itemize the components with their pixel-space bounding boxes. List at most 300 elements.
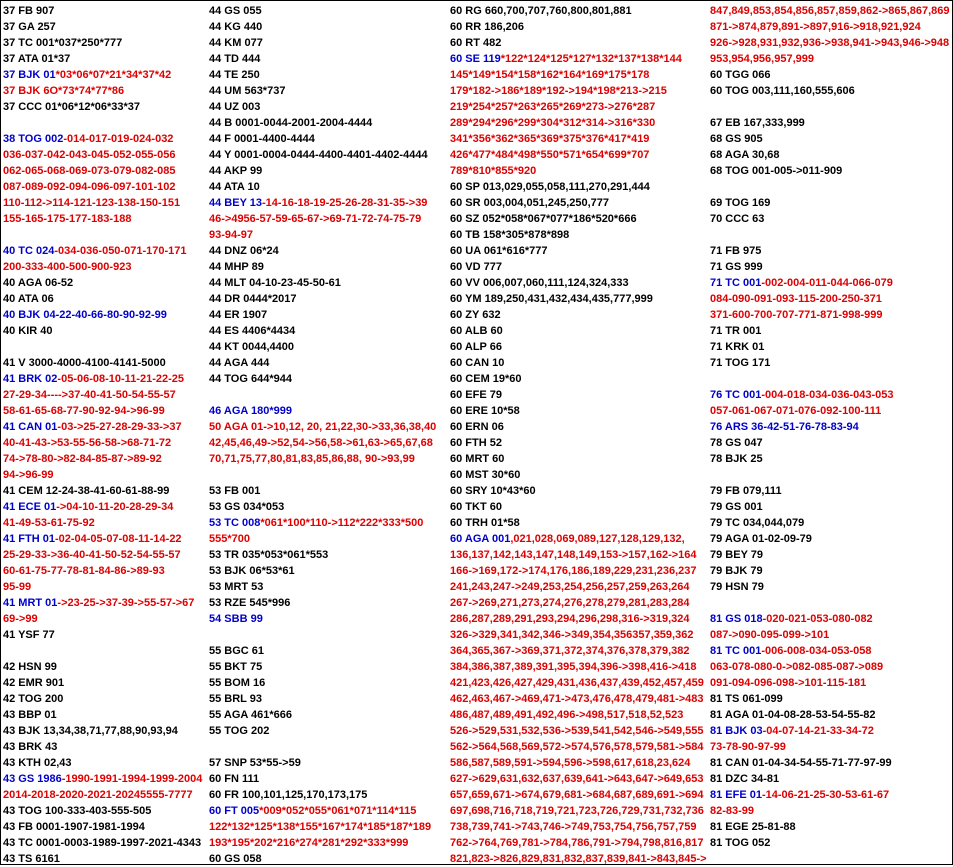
- plate-numbers: 179*182->186*189*192->194*198*213->215: [450, 85, 667, 97]
- plate-line: [710, 835, 950, 851]
- plate-line: [710, 483, 950, 499]
- plate-line: [710, 35, 950, 51]
- plate-prefix: 38 TOG 002: [3, 133, 64, 145]
- plate-line: [710, 515, 950, 531]
- plate-line: [710, 723, 950, 739]
- plate-numbers: 25-29-33->36-40-41-50-52-54-55-57: [3, 549, 181, 561]
- plate-numbers: 200-333-400-500-900-923: [3, 261, 132, 273]
- plate-numbers: 55 BGC 61: [209, 645, 265, 657]
- plate-line: [209, 35, 445, 51]
- plate-numbers: 44 TD 444: [209, 53, 261, 65]
- plate-numbers: -004-018-034-036-043-053: [761, 389, 894, 401]
- plate-numbers: 60 VD 777: [450, 261, 502, 273]
- plate-line: [3, 403, 203, 419]
- plate-numbers: 27-29-34---->37-40-41-50-54-55-57: [3, 389, 176, 401]
- plate-line: [710, 771, 950, 787]
- plate-line: [209, 163, 445, 179]
- plate-line: [3, 387, 203, 403]
- plate-numbers: 60 TKT 60: [450, 501, 502, 513]
- plate-line: [3, 19, 203, 35]
- plate-prefix: 76 TC 001: [710, 389, 762, 401]
- plate-prefix: 60 FT 005: [209, 805, 260, 817]
- plate-numbers: 94->96-99: [3, 469, 54, 481]
- plate-numbers: 586,587,589,591->594,596->598,617,618,23,624: [450, 757, 691, 769]
- plate-line: [450, 691, 706, 707]
- plate-numbers: 326->329,341,342,346->349,354,356357,359,362: [450, 629, 694, 641]
- plate-numbers: 53 RZE 545*996: [209, 597, 291, 609]
- plate-numbers: 43 FB 0001-1907-1981-1994: [3, 821, 145, 833]
- blank-line: [3, 643, 203, 659]
- plate-numbers: 057-061-067-071-076-092-100-111: [710, 405, 882, 417]
- blank-line: [710, 595, 950, 611]
- plate-numbers: 43 BRK 43: [3, 741, 58, 753]
- plate-line: [710, 211, 950, 227]
- blank-line: [710, 179, 950, 195]
- plate-line: [209, 147, 445, 163]
- plate-numbers: 063-078-080-0->082-085-087->089: [710, 661, 884, 673]
- plate-line: [3, 243, 203, 259]
- plate-line: [710, 355, 950, 371]
- plate-prefix: 60 SE 119: [450, 53, 501, 65]
- plate-numbers: 60 CAN 10: [450, 357, 505, 369]
- plate-numbers: 79 FB 079,111: [710, 485, 782, 497]
- plate-numbers: 46->4956-57-59-65-67->69-71-72-74-75-79: [209, 213, 422, 225]
- plate-numbers: 53 BJK 06*53*61: [209, 565, 295, 577]
- plate-line: [710, 3, 950, 19]
- plate-numbers: 44 AGA 444: [209, 357, 270, 369]
- plate-line: [209, 451, 445, 467]
- plate-numbers: 42,45,46,49->52,54->56,58->61,63->65,67,68: [209, 437, 433, 449]
- plate-line: [209, 19, 445, 35]
- plate-line: [450, 787, 706, 803]
- blank-line: [209, 387, 445, 403]
- plate-numbers: 60 TOG 003,111,160,555,606: [710, 85, 855, 97]
- plate-numbers: 44 KT 0044,4400: [209, 341, 295, 353]
- plate-line: [450, 291, 706, 307]
- plate-numbers: 036-037-042-043-045-052-055-056: [3, 149, 176, 161]
- plate-numbers: *122*124*125*127*132*137*138*144: [500, 53, 682, 65]
- plate-line: [209, 611, 445, 627]
- plate-line: [710, 291, 950, 307]
- plate-line: [710, 563, 950, 579]
- plate-numbers: 81 TOG 052: [710, 837, 771, 849]
- plate-line: [450, 19, 706, 35]
- plate-line: [3, 835, 203, 851]
- plate-numbers: 44 TE 250: [209, 69, 260, 81]
- plate-numbers: 341*356*362*365*369*375*376*417*419: [450, 133, 650, 145]
- plate-line: [3, 83, 203, 99]
- plate-numbers: -1990-1991-1994-1999-2004: [61, 773, 203, 785]
- plate-numbers: 40-41-43->53-55-56-58->68-71-72: [3, 437, 172, 449]
- plate-numbers: 44 MLT 04-10-23-45-50-61: [209, 277, 341, 289]
- plate-line: [450, 131, 706, 147]
- plate-prefix: 81 TC 001: [710, 645, 762, 657]
- plate-numbers: 738,739,741->743,746->749,753,754,756,757,759: [450, 821, 697, 833]
- plate-numbers: 53 GS 034*053: [209, 501, 285, 513]
- plate-line: [450, 643, 706, 659]
- plate-prefix: 60 AGA 001: [450, 533, 511, 545]
- plate-numbers: 847,849,853,854,856,857,859,862->865,867,869: [710, 5, 950, 17]
- plate-numbers: 81 EGE 25-81-88: [710, 821, 796, 833]
- plate-numbers: 55 BRL 93: [209, 693, 262, 705]
- plate-numbers: 44 ES 4406*4434: [209, 325, 296, 337]
- plate-numbers: 81 DZC 34-81: [710, 773, 780, 785]
- plate-numbers: 60 GS 058: [209, 853, 262, 865]
- plate-numbers: 71 GS 999: [710, 261, 763, 273]
- plate-line: [710, 51, 950, 67]
- plate-numbers: 41-49-53-61-75-92: [3, 517, 95, 529]
- plate-numbers: 71 KRK 01: [710, 341, 765, 353]
- plate-line: [450, 35, 706, 51]
- plate-numbers: 37 BJK 6O*73*74*77*86: [3, 85, 125, 97]
- plate-prefix: 37 BJK 01: [3, 69, 56, 81]
- plate-line: [209, 835, 445, 851]
- plate-line: [209, 691, 445, 707]
- plate-numbers: 67 EB 167,333,999: [710, 117, 805, 129]
- plate-numbers: 44 DR 0444*2017: [209, 293, 297, 305]
- plate-numbers: 267->269,271,273,274,276,278,279,281,283,284: [450, 597, 690, 609]
- plate-line: [209, 755, 445, 771]
- plate-numbers: 44 F 0001-4400-4444: [209, 133, 315, 145]
- plate-numbers: 50 AGA 01->10,12, 20, 21,22,30->33,36,38,40: [209, 421, 437, 433]
- plate-numbers: 41 YSF 77: [3, 629, 55, 641]
- plate-prefix: 43 GS 1986: [3, 773, 62, 785]
- plate-prefix: 41 FTH 01: [3, 533, 55, 545]
- plate-numbers: 60 TGG 066: [710, 69, 771, 81]
- plate-numbers: 81 CAN 01-04-34-54-55-71-77-97-99: [710, 757, 892, 769]
- plate-line: [710, 787, 950, 803]
- plate-numbers: 53 MRT 53: [209, 581, 264, 593]
- plate-numbers: 44 DNZ 06*24: [209, 245, 279, 257]
- plate-line: [3, 195, 203, 211]
- plate-line: [3, 547, 203, 563]
- plate-numbers: 60 FN 111: [209, 773, 260, 785]
- plate-numbers: 44 AKP 99: [209, 165, 263, 177]
- plate-line: [710, 435, 950, 451]
- plate-line: [710, 387, 950, 403]
- plate-line: [710, 163, 950, 179]
- plate-numbers: 53 TR 035*053*061*553: [209, 549, 329, 561]
- plate-numbers: 43 KTH 02,43: [3, 757, 72, 769]
- blank-line: [3, 115, 203, 131]
- plate-line: [710, 739, 950, 755]
- plate-numbers: 44 UZ 003: [209, 101, 261, 113]
- plate-numbers: 55 TOG 202: [209, 725, 270, 737]
- plate-numbers: ->23-25->37-39->55-57->67: [57, 597, 195, 609]
- plate-line: [710, 403, 950, 419]
- plate-numbers: 68 AGA 30,68: [710, 149, 780, 161]
- plate-line: [209, 275, 445, 291]
- plate-line: [710, 819, 950, 835]
- plate-numbers: 426*477*484*498*550*571*654*699*707: [450, 149, 650, 161]
- plate-line: [710, 643, 950, 659]
- plate-numbers: 44 ATA 10: [209, 181, 260, 193]
- plate-numbers: 43 BBP 01: [3, 709, 57, 721]
- plate-numbers: ->04-10-11-20-28-29-34: [56, 501, 174, 513]
- plate-numbers: -034-036-050-071-170-171: [54, 245, 187, 257]
- plate-line: [450, 211, 706, 227]
- plate-line: [3, 803, 203, 819]
- plate-numbers: 58-61-65-68-77-90-92-94->96-99: [3, 405, 165, 417]
- plate-numbers: 68 GS 905: [710, 133, 763, 145]
- plate-line: [710, 147, 950, 163]
- plate-line: [450, 243, 706, 259]
- plate-line: [3, 499, 203, 515]
- plate-numbers: -002-004-011-044-066-079: [761, 277, 893, 289]
- plate-numbers: 41 CEM 12-24-38-41-60-61-88-99: [3, 485, 170, 497]
- plate-line: [209, 803, 445, 819]
- plate-line: [3, 627, 203, 643]
- plate-prefix: 41 CAN 01: [3, 421, 58, 433]
- plate-numbers: 122*132*125*138*155*167*174*185*187*189: [209, 821, 432, 833]
- plate-line: [710, 611, 950, 627]
- column-4: [710, 3, 950, 851]
- plate-numbers: -04-07-14-21-33-34-72: [762, 725, 874, 737]
- plate-line: [710, 259, 950, 275]
- plate-line: [3, 611, 203, 627]
- plate-numbers: 60 RT 482: [450, 37, 502, 49]
- plate-numbers: 60 CEM 19*60: [450, 373, 522, 385]
- plate-line: [3, 147, 203, 163]
- plate-numbers: 95-99: [3, 581, 32, 593]
- plate-numbers: 43 TS 6161: [3, 853, 60, 865]
- plate-numbers: 526->529,531,532,536->539,541,542,546->549,555: [450, 725, 704, 737]
- plate-line: [710, 83, 950, 99]
- plate-line: [3, 371, 203, 387]
- plate-numbers: 60 RR 186,206: [450, 21, 524, 33]
- plate-numbers: -020-021-053-080-082: [762, 613, 873, 625]
- plate-numbers: -03->25-27-28-29-33->37: [57, 421, 182, 433]
- blank-line: [209, 739, 445, 755]
- plate-numbers: 421,423,426,427,429,431,436,437,439,452,457,459: [450, 677, 704, 689]
- plate-line: [209, 179, 445, 195]
- plate-numbers: 43 BJK 13,34,38,71,77,88,90,93,94: [3, 725, 178, 737]
- plate-line: [710, 19, 950, 35]
- plate-line: [209, 227, 445, 243]
- plate-line: [209, 99, 445, 115]
- plate-numbers: 091-094-096-098->101-115-181: [710, 677, 867, 689]
- column-3: [450, 3, 706, 867]
- plate-line: [209, 131, 445, 147]
- plate-line: [209, 355, 445, 371]
- plate-numbers: 60 EFE 79: [450, 389, 502, 401]
- plate-numbers: ,021,028,069,089,127,128,129,132,: [510, 533, 685, 545]
- plate-line: [450, 659, 706, 675]
- plate-numbers: 60 MRT 60: [450, 453, 505, 465]
- plate-numbers: 79 BJK 79: [710, 565, 763, 577]
- plate-numbers: 43 TOG 100-333-403-555-505: [3, 805, 152, 817]
- blank-line: [3, 227, 203, 243]
- plate-line: [209, 531, 445, 547]
- plate-numbers: 60 FR 100,101,125,170,173,175: [209, 789, 368, 801]
- plate-line: [3, 771, 203, 787]
- plate-line: [450, 531, 706, 547]
- plate-numbers: 60 MST 30*60: [450, 469, 521, 481]
- plate-numbers: 44 Y 0001-0004-0444-4400-4401-4402-4444: [209, 149, 428, 161]
- plate-line: [3, 579, 203, 595]
- plate-numbers: 871->874,879,891->897,916->918,921,924: [710, 21, 921, 33]
- plate-line: [3, 595, 203, 611]
- plate-line: [209, 515, 445, 531]
- plate-numbers: 2014-2018-2020-2021-20245555-7777: [3, 789, 193, 801]
- plate-line: [209, 723, 445, 739]
- plate-line: [450, 195, 706, 211]
- plate-numbers: 93-94-97: [209, 229, 254, 241]
- plate-numbers: 44 MHP 89: [209, 261, 264, 273]
- plate-numbers: 69 TOG 169: [710, 197, 771, 209]
- plate-line: [3, 355, 203, 371]
- plate-line: [3, 419, 203, 435]
- plate-line: [710, 755, 950, 771]
- plate-line: [209, 707, 445, 723]
- plate-line: [450, 627, 706, 643]
- plate-numbers: 60 TB 158*305*878*898: [450, 229, 570, 241]
- plate-line: [450, 179, 706, 195]
- plate-numbers: 71 TR 001: [710, 325, 762, 337]
- plate-line: [3, 739, 203, 755]
- plate-line: [450, 483, 706, 499]
- plate-line: [3, 163, 203, 179]
- plate-numbers: 60 FTH 52: [450, 437, 502, 449]
- blank-line: [3, 339, 203, 355]
- plate-numbers: 926->928,931,932,936->938,941->943,946->948: [710, 37, 950, 49]
- plate-numbers: 241,243,247->249,253,254,256,257,259,263,264: [450, 581, 690, 593]
- plate-numbers: 44 B 0001-0044-2001-2004-4444: [209, 117, 373, 129]
- plate-line: [450, 707, 706, 723]
- plate-numbers: 155-165-175-177-183-188: [3, 213, 132, 225]
- plate-line: [710, 499, 950, 515]
- plate-numbers: 37 ATA 01*37: [3, 53, 71, 65]
- plate-line: [450, 467, 706, 483]
- plate-line: [450, 771, 706, 787]
- plate-numbers: 79 BEY 79: [710, 549, 764, 561]
- plate-line: [450, 499, 706, 515]
- plate-numbers: 37 GA 257: [3, 21, 56, 33]
- blank-line: [209, 467, 445, 483]
- plate-line: [450, 147, 706, 163]
- blank-line: [710, 99, 950, 115]
- plate-line: [450, 259, 706, 275]
- plate-numbers: 789*810*855*920: [450, 165, 537, 177]
- plate-line: [710, 627, 950, 643]
- plate-line: [710, 275, 950, 291]
- plate-line: [450, 563, 706, 579]
- plate-numbers: 60 UA 061*616*777: [450, 245, 548, 257]
- plate-prefix: 81 BJK 03: [710, 725, 763, 737]
- plate-line: [450, 403, 706, 419]
- plate-line: [3, 67, 203, 83]
- plate-prefix: 53 TC 008: [209, 517, 261, 529]
- plate-line: [450, 803, 706, 819]
- plate-numbers: 37 TC 001*037*250*777: [3, 37, 123, 49]
- plate-line: [450, 67, 706, 83]
- plate-numbers: 697,698,716,718,719,721,723,726,729,731,732,736: [450, 805, 704, 817]
- plate-line: [3, 515, 203, 531]
- plate-line: [3, 675, 203, 691]
- plate-line: [209, 771, 445, 787]
- plate-line: [710, 547, 950, 563]
- plate-line: [209, 579, 445, 595]
- column-2: [209, 3, 445, 867]
- plate-numbers: 55 BOM 16: [209, 677, 266, 689]
- plate-numbers: *03*06*07*21*34*37*42: [55, 69, 172, 81]
- plate-numbers: 42 HSN 99: [3, 661, 57, 673]
- plate-numbers: 43 TC 0001-0003-1989-1997-2021-4343: [3, 837, 202, 849]
- plate-numbers: 486,487,489,491,492,496->498,517,518,52,523: [450, 709, 684, 721]
- plate-numbers: 60 SP 013,029,055,058,111,270,291,444: [450, 181, 650, 193]
- plate-numbers: 44 TOG 644*944: [209, 373, 292, 385]
- plate-line: [209, 787, 445, 803]
- plate-prefix: 41 BRK 02: [3, 373, 58, 385]
- plate-numbers: 384,386,387,389,391,395,394,396->398,416->418: [450, 661, 697, 673]
- plate-line: [450, 675, 706, 691]
- plate-numbers: 60-61-75-77-78-81-84-86->89-93: [3, 565, 165, 577]
- plate-numbers: 71 TOG 171: [710, 357, 771, 369]
- plate-line: [3, 787, 203, 803]
- plate-line: [450, 739, 706, 755]
- plate-line: [710, 675, 950, 691]
- plate-line: [3, 723, 203, 739]
- plate-line: [3, 531, 203, 547]
- column-1: [3, 3, 203, 867]
- plate-numbers: 60 YM 189,250,431,432,434,435,777,999: [450, 293, 653, 305]
- plate-prefix: 54 SBB 99: [209, 613, 263, 625]
- plate-line: [209, 339, 445, 355]
- plate-line: [3, 3, 203, 19]
- plate-line: [3, 563, 203, 579]
- plate-numbers: 40 AGA 06-52: [3, 277, 74, 289]
- plate-numbers: 81 AGA 01-04-08-28-53-54-55-82: [710, 709, 876, 721]
- plate-numbers: 60 ALB 60: [450, 325, 503, 337]
- plate-numbers: 42 TOG 200: [3, 693, 64, 705]
- plate-line: [450, 227, 706, 243]
- plate-prefix: 41 ECE 01: [3, 501, 57, 513]
- plate-prefix: 76 ARS 36-42-51-76-78-83-94: [710, 421, 859, 433]
- plate-line: [3, 323, 203, 339]
- plate-numbers: 166->169,172->174,176,186,189,229,231,236,237: [450, 565, 697, 577]
- plate-line: [710, 531, 950, 547]
- plate-line: [710, 195, 950, 211]
- plate-numbers: 821,823->826,829,831,832,837,839,841->843,845->: [450, 853, 707, 865]
- plate-numbers: -014-017-019-024-032: [63, 133, 174, 145]
- plate-line: [450, 451, 706, 467]
- plate-numbers: -14-16-18-19-25-26-28-31-35->39: [262, 197, 428, 209]
- plate-numbers: 73-78-90-97-99: [710, 741, 786, 753]
- plate-numbers: 062-065-068-069-073-079-082-085: [3, 165, 176, 177]
- plate-numbers: -006-008-034-053-058: [761, 645, 872, 657]
- blank-line: [710, 227, 950, 243]
- plate-line: [710, 339, 950, 355]
- plate-line: [209, 499, 445, 515]
- plate-line: [450, 339, 706, 355]
- plate-line: [3, 467, 203, 483]
- plate-numbers: 40 KIR 40: [3, 325, 53, 337]
- plate-numbers: -14-06-21-25-30-53-61-67: [761, 789, 890, 801]
- plate-line: [3, 755, 203, 771]
- plate-numbers: 82-83-99: [710, 805, 755, 817]
- plate-line: [450, 275, 706, 291]
- plate-numbers: 193*195*202*216*274*281*292*333*999: [209, 837, 409, 849]
- plate-numbers: 60 RG 660,700,707,760,800,801,881: [450, 5, 632, 17]
- plate-line: [710, 323, 950, 339]
- plate-numbers: *061*100*110->112*222*333*500: [260, 517, 424, 529]
- plate-line: [3, 275, 203, 291]
- plate-numbers: 462,463,467->469,471->473,476,478,479,481->483: [450, 693, 704, 705]
- plate-line: [450, 371, 706, 387]
- plate-line: [450, 435, 706, 451]
- plate-numbers: 79 TC 034,044,079: [710, 517, 805, 529]
- plate-line: [209, 3, 445, 19]
